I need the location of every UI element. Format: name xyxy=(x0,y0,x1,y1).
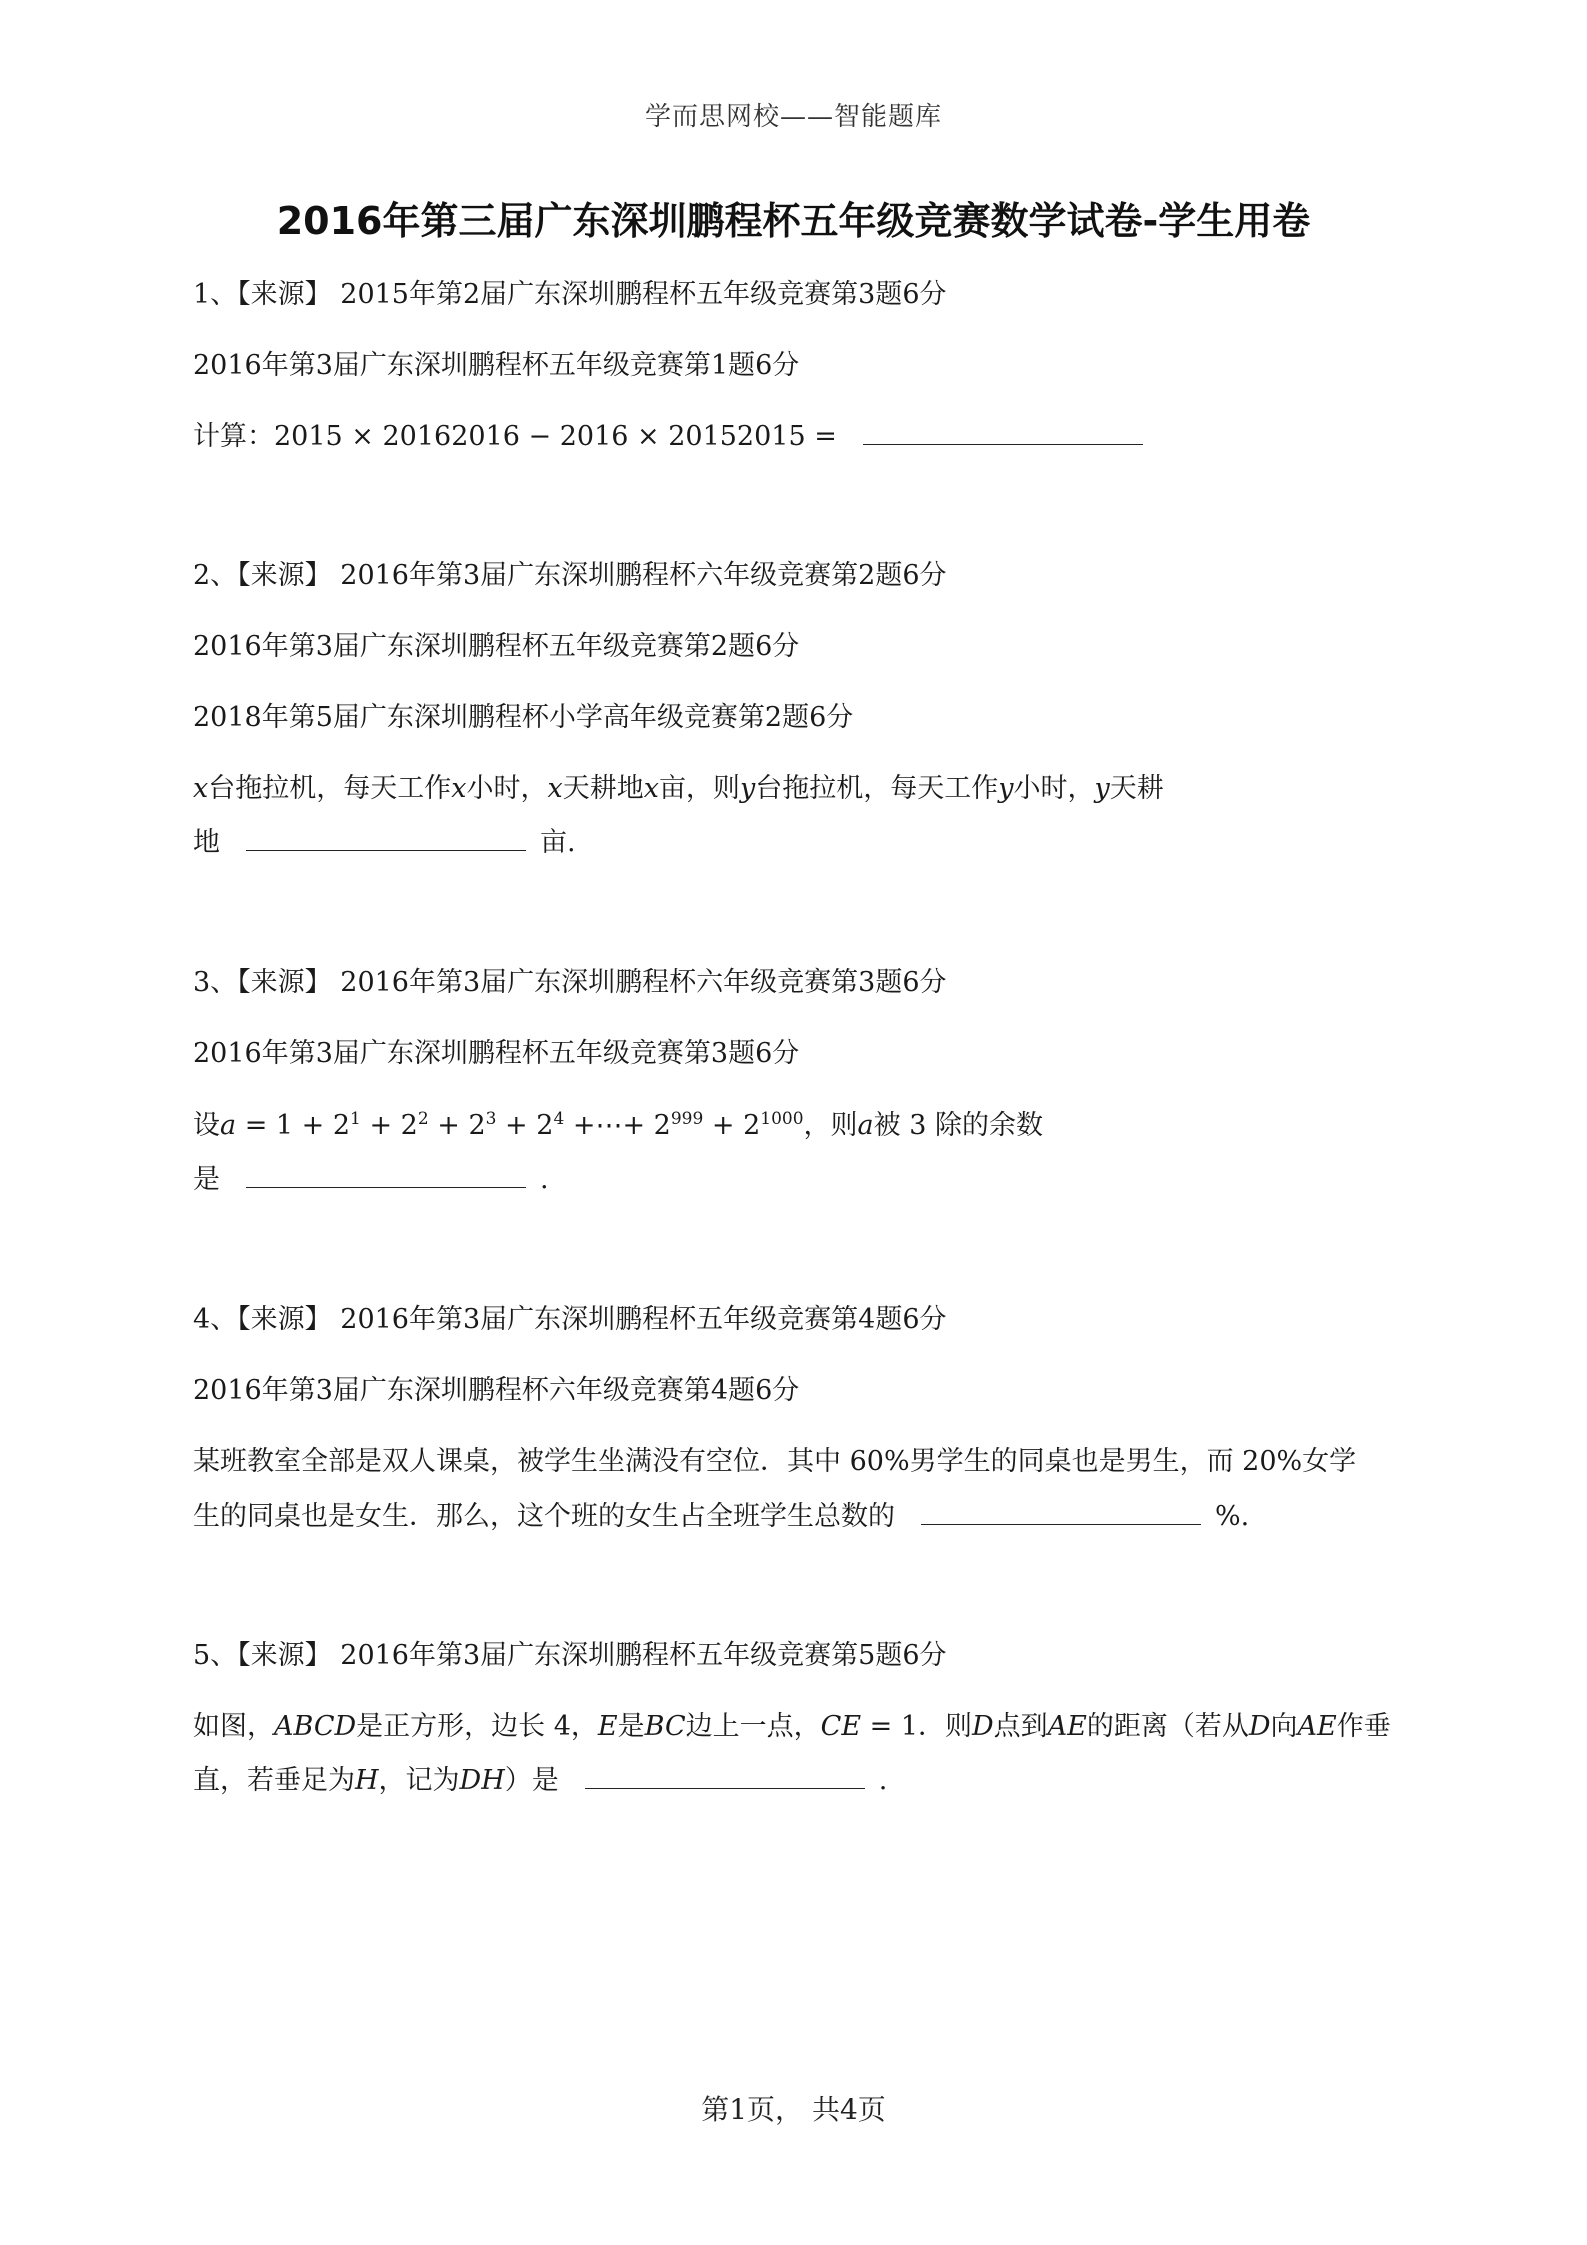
q3-text: 设 xyxy=(193,1110,220,1141)
q5-problem-line-2 xyxy=(193,1758,887,1797)
q5-text: 边上一点， xyxy=(685,1711,821,1742)
q4-text: 生的同桌也是女生．那么，这个班的女生占全班学生总数的 xyxy=(193,1501,895,1532)
q5-text: = 1．则 xyxy=(861,1711,972,1742)
q2-text: 天耕地 xyxy=(562,773,644,804)
q5-text: 是 xyxy=(617,1711,645,1742)
q2-var: y xyxy=(739,773,756,804)
q5-var: H xyxy=(355,1765,379,1796)
q2-text: 小时， xyxy=(1013,773,1095,804)
q2-var: y xyxy=(998,773,1014,804)
q4-unit: %. xyxy=(1215,1501,1250,1532)
q3-expr: + 2 xyxy=(360,1110,418,1141)
q2-source-1: 2、【来源】 2016年第3届广东深圳鹏程杯六年级竞赛第2题6分 xyxy=(193,560,947,591)
q4-source-2: 2016年第3届广东深圳鹏程杯六年级竞赛第4题6分 xyxy=(193,1375,800,1406)
q5-text: 如图， xyxy=(193,1711,274,1742)
q5-var: D xyxy=(972,1711,994,1742)
q2-problem-line-1 xyxy=(193,766,1164,805)
q3-expr: +⋯+ 2 xyxy=(564,1110,671,1141)
q5-var: AE xyxy=(1047,1711,1087,1742)
q5-var: DH xyxy=(459,1765,505,1796)
q5-var: D xyxy=(1248,1711,1271,1742)
q3-text: ，则 xyxy=(803,1110,858,1141)
q5-answer-blank[interactable] xyxy=(585,1787,865,1789)
q3-expr: + 2 xyxy=(703,1110,761,1141)
q3-text: 是 xyxy=(193,1164,220,1195)
q2-var: x xyxy=(451,773,467,804)
q2-var: x xyxy=(643,773,659,804)
q1-problem xyxy=(193,414,1157,453)
q5-text: 是正方形，边长 4， xyxy=(356,1711,598,1742)
q3-var: a xyxy=(857,1110,874,1141)
q1-prefix: 计算： xyxy=(193,421,274,452)
q3-source-1: 3、【来源】 2016年第3届广东深圳鹏程杯六年级竞赛第3题6分 xyxy=(193,967,947,998)
q2-source-3: 2018年第5届广东深圳鹏程杯小学高年级竞赛第2题6分 xyxy=(193,702,854,733)
q2-text: 地 xyxy=(193,827,220,858)
q3-source-2: 2016年第3届广东深圳鹏程杯五年级竞赛第3题6分 xyxy=(193,1038,800,1069)
q2-var: x xyxy=(547,773,563,804)
q3-text: 被 3 除的余数 xyxy=(873,1110,1043,1141)
q2-text: 亩，则 xyxy=(658,773,740,804)
q5-text: 的距离（若从 xyxy=(1086,1711,1249,1742)
q2-source-2: 2016年第3届广东深圳鹏程杯五年级竞赛第2题6分 xyxy=(193,631,800,662)
q5-var: CE xyxy=(820,1711,862,1742)
q2-text: 天耕 xyxy=(1109,773,1164,804)
q5-text: . xyxy=(878,1765,888,1796)
q5-problem-line-1 xyxy=(193,1704,1391,1743)
q2-var: x xyxy=(193,773,209,804)
q3-exponent: 2 xyxy=(417,1109,429,1129)
q3-problem-line-1 xyxy=(193,1103,1043,1142)
q4-problem-line-2 xyxy=(193,1494,1249,1533)
q1-source-2: 2016年第3届广东深圳鹏程杯五年级竞赛第1题6分 xyxy=(193,350,800,381)
q3-answer-blank[interactable] xyxy=(246,1186,526,1188)
q4-answer-blank[interactable] xyxy=(921,1523,1201,1525)
q5-text: ，记为 xyxy=(378,1765,460,1796)
q5-var: AE xyxy=(1297,1711,1337,1742)
q2-text: 小时， xyxy=(466,773,548,804)
q1-answer-blank[interactable] xyxy=(863,443,1143,445)
q3-expr: + 2 xyxy=(428,1110,486,1141)
q5-text: 向 xyxy=(1270,1711,1298,1742)
q5-var: E xyxy=(597,1711,618,1742)
q2-unit: 亩. xyxy=(540,827,576,858)
q3-exponent: 1000 xyxy=(760,1109,804,1129)
page-footer: 第1页， 共4页 xyxy=(701,2093,886,2126)
q3-expr: = 1 + 2 xyxy=(236,1110,351,1141)
q3-exponent: 1 xyxy=(350,1109,361,1129)
q4-problem-line-1: 某班教室全部是双人课桌，被学生坐满没有空位．其中 60%男学生的同桌也是男生，而 20%女学 xyxy=(193,1446,1357,1477)
q3-text: . xyxy=(540,1164,549,1195)
page-title: 2016年第三届广东深圳鹏程杯五年级竞赛数学试卷-学生用卷 xyxy=(276,199,1311,243)
q2-var: y xyxy=(1094,773,1110,804)
q2-problem-line-2 xyxy=(193,820,576,859)
q5-text: ）是 xyxy=(504,1765,559,1796)
q3-exponent: 4 xyxy=(553,1109,565,1129)
page-header: 学而思网校——智能题库 xyxy=(644,102,942,132)
q5-var: BC xyxy=(644,1711,686,1742)
q5-var: ABCD xyxy=(274,1711,357,1742)
q5-text: 作垂 xyxy=(1336,1711,1391,1742)
q3-exponent: 3 xyxy=(485,1109,497,1129)
q1-source-1: 1、【来源】 2015年第2届广东深圳鹏程杯五年级竞赛第3题6分 xyxy=(193,279,947,310)
q2-answer-blank[interactable] xyxy=(246,849,526,851)
q3-problem-line-2 xyxy=(193,1157,549,1196)
q1-expression: 2015 × 20162016 − 2016 × 20152015 = xyxy=(274,421,837,452)
q5-text: 直，若垂足为 xyxy=(193,1765,355,1796)
q2-text: 台拖拉机，每天工作 xyxy=(208,773,452,804)
q4-source-1: 4、【来源】 2016年第3届广东深圳鹏程杯五年级竞赛第4题6分 xyxy=(193,1304,947,1335)
q2-text: 台拖拉机，每天工作 xyxy=(755,773,999,804)
q5-source-1: 5、【来源】 2016年第3届广东深圳鹏程杯五年级竞赛第5题6分 xyxy=(193,1640,947,1671)
q3-expr: + 2 xyxy=(496,1110,554,1141)
q3-exponent: 999 xyxy=(670,1109,704,1129)
q5-text: 点到 xyxy=(993,1711,1048,1742)
q3-var: a xyxy=(220,1110,237,1141)
